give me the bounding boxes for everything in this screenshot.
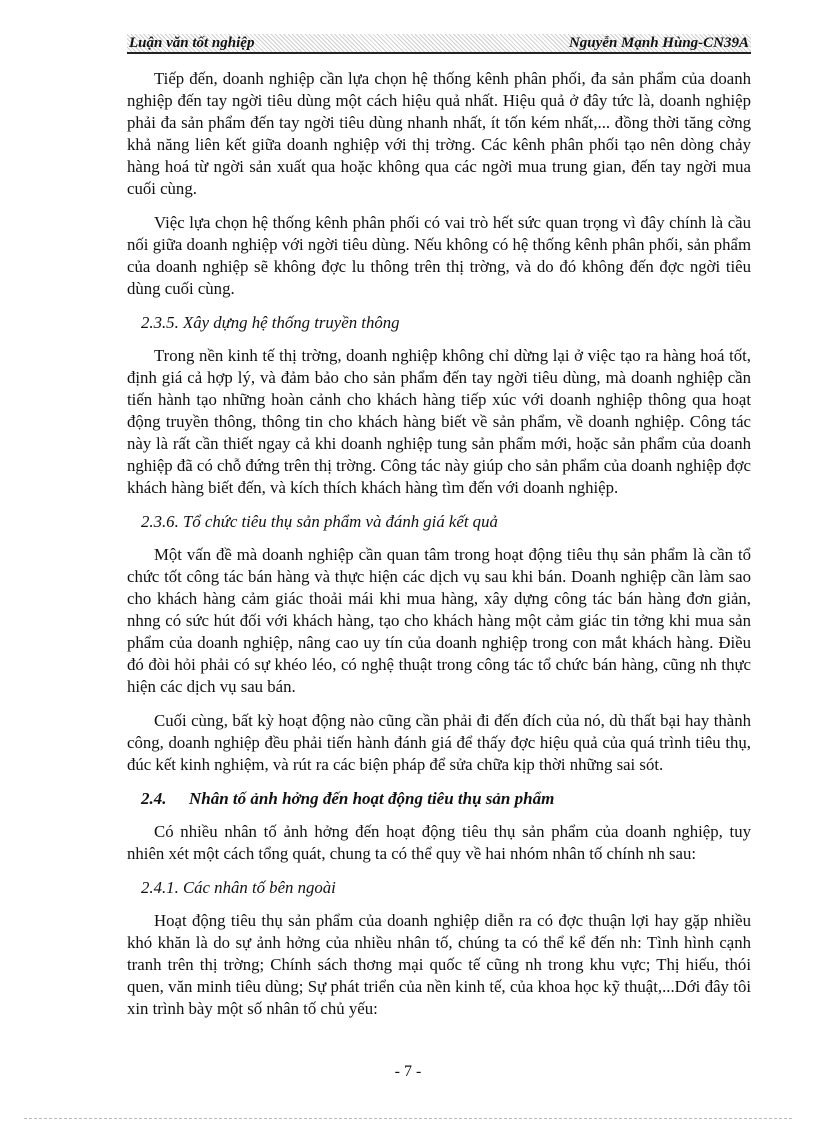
- page-bottom-divider: [24, 1118, 792, 1119]
- paragraph-communication: Trong nền kinh tế thị trờng, doanh nghiệp không chỉ dừng lại ở việc tạo ra hàng hoá tốt, định giá cả hợp lý, và đảm bảo cho sản phẩm đến tay ngời tiêu dùng, mà doanh nghiệp cần tiến hành tạo những hoàn cảnh cho khách hàng tiếp xúc với doanh nghiệp thông qua hoạt động truyền thông, thông tin cho khách hàng biết về sản phẩm, về doanh nghiệp. Công tác này là rất cần thiết ngay cả khi doanh nghiệp tung sản phẩm mới, hoặc sản phẩm của doanh nghiệp đã có chỗ đứng trên thị trờng. Công tác này giúp cho sản phẩm của doanh nghiệp đợc khách hàng biết đến, và kích thích khách hàng tìm đến với doanh nghiệp.: [127, 346, 751, 497]
- heading-2-3-5: 2.3.5. Xây dựng hệ thống truyền thông: [141, 313, 400, 332]
- paragraph-sales-organization: Một vấn đề mà doanh nghiệp cần quan tâm trong hoạt động tiêu thụ sản phẩm là cần tổ chức tốt công tác bán hàng và thực hiện các dịch vụ sau khi bán. Doanh nghiệp cần làm sao cho khách hàng cảm giác thoải mái khi mua hàng, xây dựng công tác bán hàng đơn giản, nhng có sức hút đối với khách hàng, tạo cho khách hàng một cảm giác tin tởng khi mua sản phẩm của doanh nghiệp, nâng cao uy tín của doanh nghiệp trong con mắt khách hàng. Điều đó đòi hỏi phải có sự khéo léo, có nghệ thuật trong công tác tổ chức bán hàng, cũng nh thực hiện các dịch vụ sau bán.: [127, 545, 751, 696]
- page-body: [127, 68, 751, 1032]
- paragraph-external-factors: Hoạt động tiêu thụ sản phẩm của doanh nghiệp diễn ra có đợc thuận lợi hay gặp nhiều khó khăn là do sự ảnh hởng của nhiều nhân tố, chúng ta có thể kể đến nh: Tình hình cạnh tranh trên thị trờng; Chính sách thơng mại quốc tế cũng nh trong khu vực; Thị hiếu, thói quen, văn minh tiêu dùng; Sự phát triển của nền kinh tế, của khoa học kỹ thuật,...Dới đây tôi xin trình bày một số nhân tố chủ yếu:: [127, 911, 751, 1018]
- paragraph-distribution-channel: Tiếp đến, doanh nghiệp cần lựa chọn hệ thống kênh phân phối, đa sản phẩm của doanh nghiệp đến tay ngời tiêu dùng một cách hiệu quả nhất. Hiệu quả ở đây tức là, doanh nghiệp phải đa sản phẩm đến tay ngời tiêu dùng nhanh nhất, ít tốn kém nhất,... đồng thời tăng cờng khả năng liên kết giữa doanh nghiệp với thị trờng. Các kênh phân phối tạo nên dòng chảy hàng hoá từ ngời sản xuất qua hoặc không qua các ngời mua trung gian, đến tay ngời mua cuối cùng.: [127, 69, 751, 198]
- page-number: - 7 -: [394, 1063, 422, 1080]
- heading-2-3-6: 2.3.6. Tổ chức tiêu thụ sản phẩm và đánh giá kết quả: [141, 512, 498, 531]
- heading-2-4-number: 2.4.: [141, 789, 167, 808]
- paragraph-evaluation: Cuối cùng, bất kỳ hoạt động nào cũng cần phải đi đến đích của nó, dù thất bại hay thành công, doanh nghiệp đều phải tiến hành đánh giá để thấy đợc hiệu quả của quá trình tiêu thụ, đúc kết kinh nghiệm, và rút ra các biện pháp để sửa chữa kịp thời những sai sót.: [127, 711, 751, 774]
- heading-2-4-text: Nhân tố ảnh hởng đến hoạt động tiêu thụ sản phẩm: [189, 789, 555, 808]
- header-author: Nguyễn Mạnh Hùng-CN39A: [568, 35, 749, 51]
- paragraph-factors-intro: Có nhiều nhân tố ảnh hởng đến hoạt động tiêu thụ sản phẩm của doanh nghiệp, tuy nhiên xét một cách tổng quát, chung ta có thể quy về hai nhóm nhân tố chính nh sau:: [127, 822, 751, 863]
- paragraph-channel-importance: Việc lựa chọn hệ thống kênh phân phối có vai trò hết sức quan trọng vì đây chính là cầu nối giữa doanh nghiệp với ngời tiêu dùng. Nếu không có hệ thống kênh phân phối, sản phẩm của doanh nghiệp sẽ không đợc lu thông trên thị trờng, và do đó không đến đợc ngời tiêu dùng cuối cùng.: [127, 213, 751, 298]
- heading-2-4-1: 2.4.1. Các nhân tố bên ngoài: [141, 878, 336, 897]
- page-header: [127, 34, 751, 54]
- heading-2-4: [127, 788, 751, 810]
- header-thesis-label: Luận văn tốt nghiệp: [129, 35, 255, 51]
